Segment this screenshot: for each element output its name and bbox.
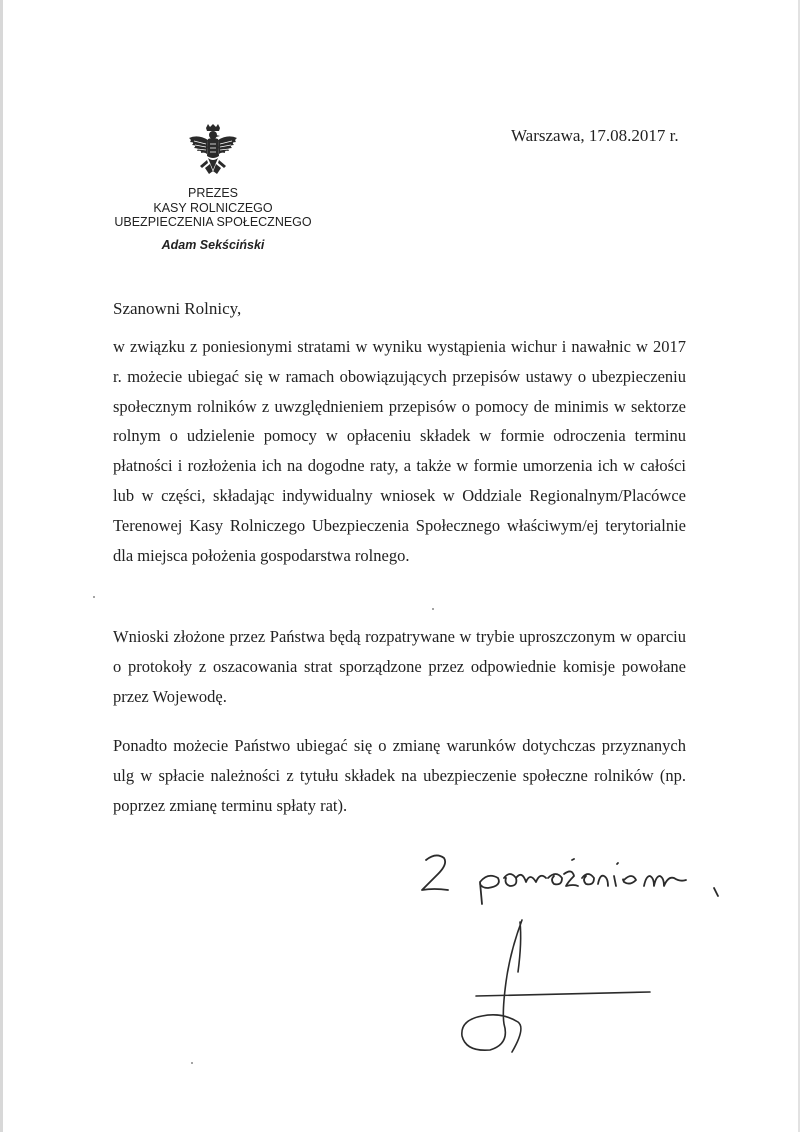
handwritten-signature (440, 912, 680, 1062)
scan-edge-left (0, 0, 3, 1132)
polish-eagle-emblem-icon (186, 124, 240, 186)
letterhead-institution-line1: KASY ROLNICZEGO (153, 200, 273, 215)
letterhead-name: Adam Sekściński (161, 237, 265, 252)
place-and-date: Warszawa, 17.08.2017 r. (511, 126, 679, 145)
letterhead (100, 186, 326, 252)
paragraph-2: Wnioski złożone przez Państwa będą rozpatrywane w trybie uproszczonym w oparciu o protokoły z oszacowania strat sporządzone przez odpowiednie komisje powołane przez Wojewodę. (113, 627, 686, 706)
scan-speck (191, 1062, 193, 1064)
paragraph-1: w związku z poniesionymi stratami w wyniku wystąpienia wichur i nawałnic w 2017 r. możecie ubiegać się w ramach obowiązujących przepisów ustawy o ubezpieczeniu społecznym rolników z uwzględnieniem przepisów o pomocy de minimis w sektorze rolnym o udzielenie pomocy w opłaceniu składek w formie odroczenia terminu płatności i rozłożenia ich na dogodne raty, a także w formie umorzenia ich w całości lub w części, składając indywidualny wniosek w Oddziale Regionalnym/Placówce Terenowej Kasy Rolniczego Ubezpieczenia Społecznego właściwym/ej terytorialnie dla miejsca położenia gospodarstwa rolnego. (113, 337, 686, 565)
salutation: Szanowni Rolnicy, (113, 299, 242, 318)
scan-speck (93, 596, 95, 598)
paragraph-3: Ponadto możecie Państwo ubiegać się o zmianę warunków dotychczas przyznanych ulg w spłacie należności z tytułu składek na ubezpieczenie społeczne rolników (np. poprzez zmianę terminu spłaty rat). (113, 736, 686, 815)
scan-speck (432, 608, 434, 610)
letterhead-title: PREZES (187, 186, 238, 200)
letterhead-institution-line2: UBEZPIECZENIA SPOŁECZNEGO (114, 215, 312, 229)
handwritten-closing (418, 848, 730, 906)
